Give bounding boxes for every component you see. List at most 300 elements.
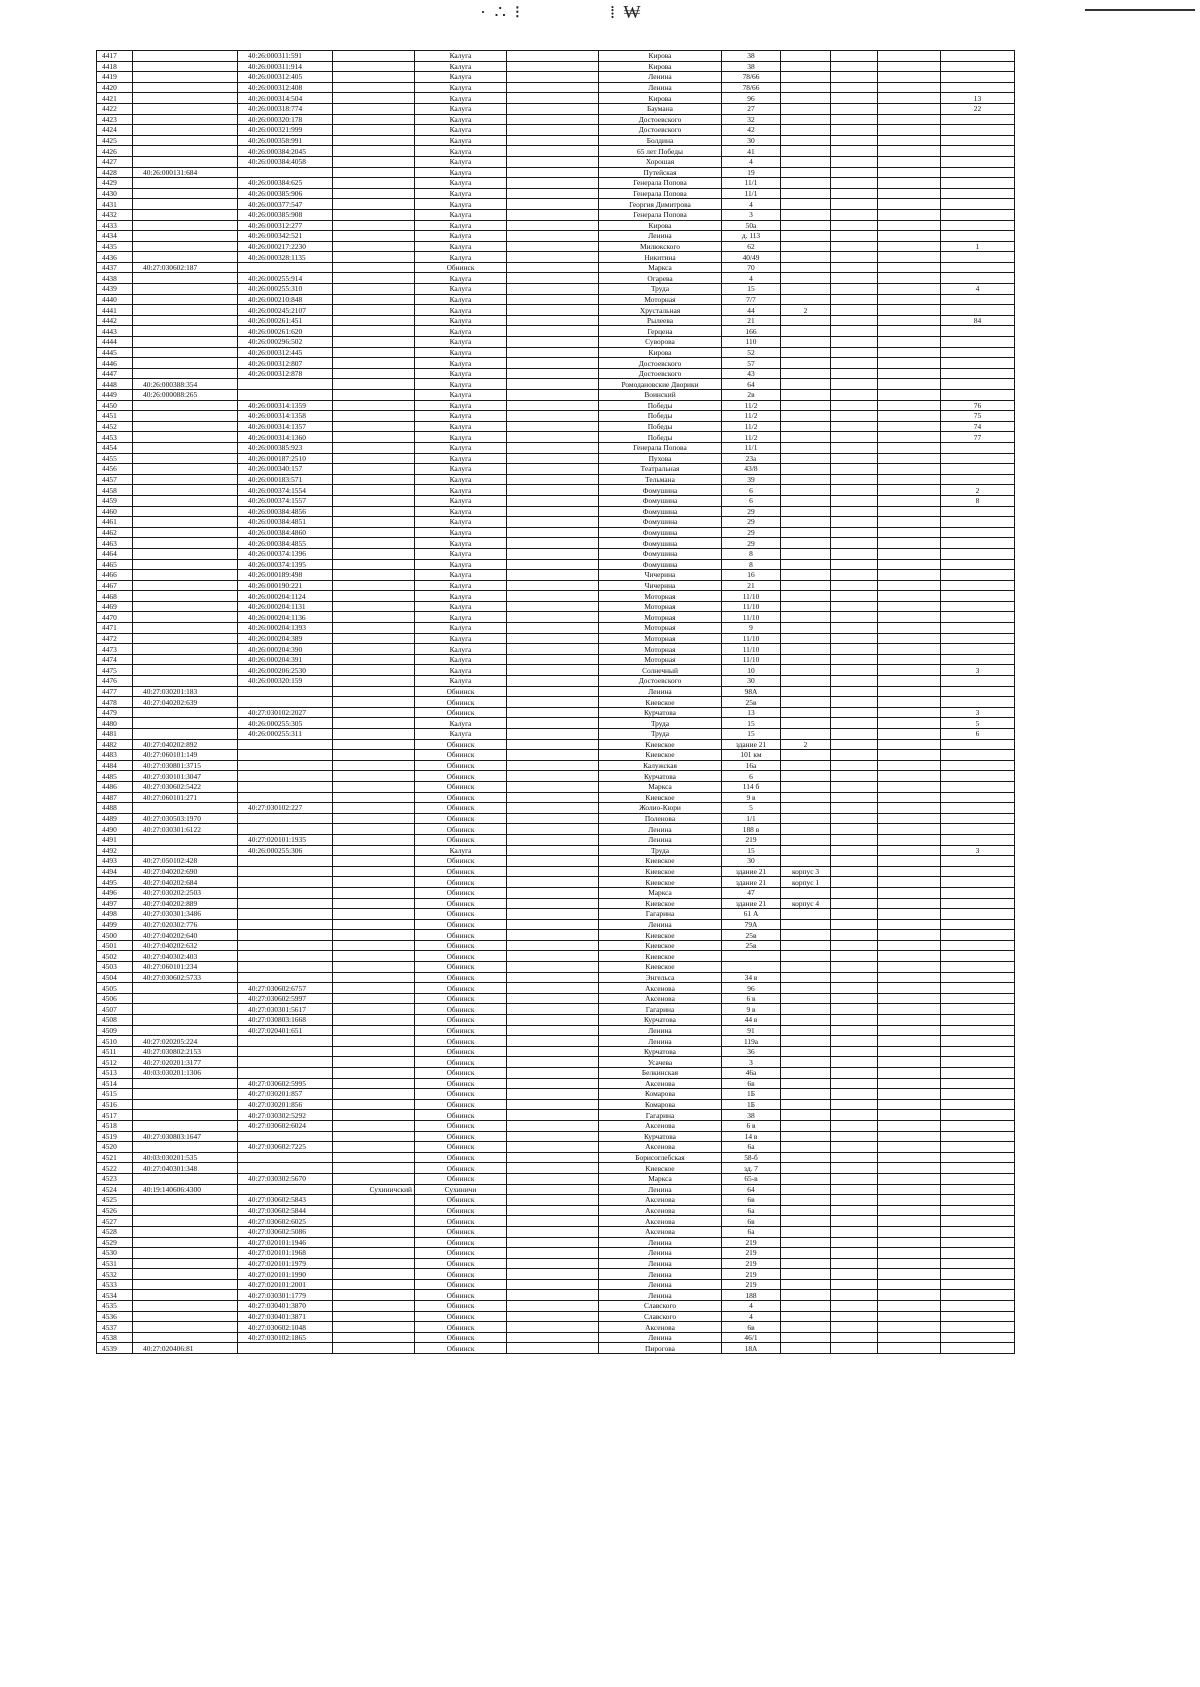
cell-structure	[878, 1301, 941, 1312]
cell-cadastral-number-premises: 40:26:000255:914	[238, 273, 333, 284]
cell-street: Киевское	[599, 792, 722, 803]
cell-city: Калуга	[415, 273, 507, 284]
cell-city: Калуга	[415, 284, 507, 295]
cell-city: Обнинск	[415, 1258, 507, 1269]
cell-letter	[831, 760, 878, 771]
cell-cadastral-number-building	[133, 273, 238, 284]
cell-district	[333, 1057, 415, 1068]
table-row	[97, 729, 1015, 740]
cell-district	[333, 760, 415, 771]
cell-settlement	[507, 1152, 599, 1163]
cell-district	[333, 750, 415, 761]
cell-settlement	[507, 453, 599, 464]
cell-settlement	[507, 1004, 599, 1015]
cell-city: Обнинск	[415, 707, 507, 718]
cell-apartment-number	[941, 1057, 1015, 1068]
cell-row-number: 4517	[97, 1110, 133, 1121]
cell-street: Курчатова	[599, 771, 722, 782]
cell-cadastral-number-premises: 40:26:000261:451	[238, 315, 333, 326]
cell-building-block	[781, 1269, 831, 1280]
cell-settlement	[507, 262, 599, 273]
table-row	[97, 1258, 1015, 1269]
cell-street: Георгия Димитрова	[599, 199, 722, 210]
cell-city: Обнинск	[415, 1068, 507, 1079]
cell-district	[333, 485, 415, 496]
cell-cadastral-number-building: 40:27:030602:5733	[133, 972, 238, 983]
cell-cadastral-number-premises: 40:26:000183:571	[238, 474, 333, 485]
cell-city: Калуга	[415, 188, 507, 199]
cell-street: Генерала Попова	[599, 178, 722, 189]
cell-row-number: 4442	[97, 315, 133, 326]
cell-row-number: 4424	[97, 125, 133, 136]
cell-building-block	[781, 125, 831, 136]
cell-structure	[878, 506, 941, 517]
cell-apartment-number	[941, 125, 1015, 136]
cell-cadastral-number-building	[133, 983, 238, 994]
cell-district	[333, 146, 415, 157]
cell-cadastral-number-premises	[238, 972, 333, 983]
cell-settlement	[507, 771, 599, 782]
cell-settlement	[507, 1025, 599, 1036]
cell-letter	[831, 750, 878, 761]
cell-structure	[878, 167, 941, 178]
cell-street: Аксенова	[599, 1216, 722, 1227]
cell-street: Победы	[599, 411, 722, 422]
cell-structure	[878, 633, 941, 644]
cell-building-block	[781, 178, 831, 189]
cell-row-number: 4504	[97, 972, 133, 983]
cell-structure	[878, 1025, 941, 1036]
cell-building-block	[781, 1322, 831, 1333]
cell-building-block	[781, 432, 831, 443]
cell-street: Киевское	[599, 877, 722, 888]
cell-structure	[878, 1332, 941, 1343]
cell-street: Ленина	[599, 1258, 722, 1269]
cell-cadastral-number-premises	[238, 877, 333, 888]
cell-apartment-number	[941, 1332, 1015, 1343]
cell-structure	[878, 845, 941, 856]
cell-structure	[878, 1195, 941, 1206]
cell-apartment-number	[941, 1004, 1015, 1015]
cell-settlement	[507, 718, 599, 729]
cell-city: Калуга	[415, 82, 507, 93]
cell-house-number: 29	[722, 506, 781, 517]
cell-structure	[878, 718, 941, 729]
cell-letter	[831, 442, 878, 453]
cell-settlement	[507, 729, 599, 740]
cell-structure	[878, 1120, 941, 1131]
cell-row-number: 4460	[97, 506, 133, 517]
cell-street: Моторная	[599, 591, 722, 602]
cell-district	[333, 1163, 415, 1174]
cell-settlement	[507, 51, 599, 62]
cell-cadastral-number-building: 40:27:020205:224	[133, 1036, 238, 1047]
cell-district	[333, 1332, 415, 1343]
cell-settlement	[507, 1311, 599, 1322]
cell-district	[333, 962, 415, 973]
cell-settlement	[507, 231, 599, 242]
table-row	[97, 135, 1015, 146]
cell-apartment-number	[941, 1195, 1015, 1206]
cell-cadastral-number-building: 40:27:040202:690	[133, 866, 238, 877]
cell-cadastral-number-building: 40:27:060101:234	[133, 962, 238, 973]
cell-house-number: 91	[722, 1025, 781, 1036]
table-row	[97, 591, 1015, 602]
cell-cadastral-number-building	[133, 72, 238, 83]
cell-apartment-number	[941, 146, 1015, 157]
cell-settlement	[507, 676, 599, 687]
cell-apartment-number	[941, 856, 1015, 867]
table-row	[97, 824, 1015, 835]
table-row	[97, 485, 1015, 496]
cell-structure	[878, 729, 941, 740]
cell-building-block	[781, 1184, 831, 1195]
cell-street: Фомушина	[599, 485, 722, 496]
cell-row-number: 4534	[97, 1290, 133, 1301]
table-row	[97, 538, 1015, 549]
cell-building-block	[781, 580, 831, 591]
cell-structure	[878, 326, 941, 337]
cell-letter	[831, 209, 878, 220]
table-row	[97, 72, 1015, 83]
cell-cadastral-number-premises	[238, 909, 333, 920]
cell-city: Калуга	[415, 252, 507, 263]
cell-house-number: 30	[722, 135, 781, 146]
cell-letter	[831, 1057, 878, 1068]
cell-city: Обнинск	[415, 1089, 507, 1100]
cell-building-block	[781, 453, 831, 464]
table-row	[97, 919, 1015, 930]
cell-settlement	[507, 337, 599, 348]
table-row	[97, 739, 1015, 750]
cell-structure	[878, 146, 941, 157]
cell-city: Обнинск	[415, 898, 507, 909]
cell-house-number: 21	[722, 580, 781, 591]
cell-letter	[831, 654, 878, 665]
table-row	[97, 665, 1015, 676]
cell-row-number: 4506	[97, 993, 133, 1004]
cell-structure	[878, 82, 941, 93]
cell-apartment-number	[941, 167, 1015, 178]
cell-letter	[831, 1036, 878, 1047]
cell-district	[333, 337, 415, 348]
cell-settlement	[507, 601, 599, 612]
cell-house-number: 6а	[722, 1226, 781, 1237]
cell-cadastral-number-building: 40:27:020201:3177	[133, 1057, 238, 1068]
table-row	[97, 559, 1015, 570]
cell-house-number: 15	[722, 729, 781, 740]
cell-district	[333, 209, 415, 220]
table-row	[97, 1046, 1015, 1057]
cell-cadastral-number-premises	[238, 940, 333, 951]
cell-letter	[831, 1152, 878, 1163]
cell-letter	[831, 527, 878, 538]
cell-house-number: 96	[722, 93, 781, 104]
cell-letter	[831, 570, 878, 581]
cell-city: Калуга	[415, 358, 507, 369]
cell-district	[333, 771, 415, 782]
cell-row-number: 4469	[97, 601, 133, 612]
cell-cadastral-number-premises: 40:26:000374:1395	[238, 559, 333, 570]
cell-house-number: 4	[722, 1301, 781, 1312]
cell-apartment-number: 6	[941, 729, 1015, 740]
cell-house-number: 6в	[722, 1216, 781, 1227]
table-row	[97, 156, 1015, 167]
table-row	[97, 962, 1015, 973]
cell-row-number: 4483	[97, 750, 133, 761]
cell-district	[333, 1120, 415, 1131]
cell-house-number: 219	[722, 1258, 781, 1269]
cell-settlement	[507, 1216, 599, 1227]
cell-building-block	[781, 601, 831, 612]
cell-city: Калуга	[415, 209, 507, 220]
table-row	[97, 1163, 1015, 1174]
cell-district	[333, 294, 415, 305]
cell-house-number: 79А	[722, 919, 781, 930]
cell-city: Обнинск	[415, 739, 507, 750]
table-row	[97, 676, 1015, 687]
cell-row-number: 4473	[97, 644, 133, 655]
cell-letter	[831, 803, 878, 814]
scan-mark-right: ⁞ ₩	[610, 2, 643, 22]
cell-district	[333, 951, 415, 962]
cell-row-number: 4437	[97, 262, 133, 273]
cell-building-block: корпус 4	[781, 898, 831, 909]
cell-settlement	[507, 495, 599, 506]
cell-street: Ленина	[599, 1269, 722, 1280]
cell-settlement	[507, 665, 599, 676]
cell-apartment-number	[941, 1322, 1015, 1333]
cell-apartment-number	[941, 1163, 1015, 1174]
cell-street: Киевское	[599, 962, 722, 973]
cell-settlement	[507, 326, 599, 337]
cell-cadastral-number-premises: 40:26:000384:4856	[238, 506, 333, 517]
cell-row-number: 4489	[97, 813, 133, 824]
cell-building-block	[781, 347, 831, 358]
cell-city: Калуга	[415, 548, 507, 559]
cell-house-number: 41	[722, 146, 781, 157]
cell-building-block	[781, 506, 831, 517]
cell-letter	[831, 612, 878, 623]
cell-house-number: 219	[722, 1279, 781, 1290]
cell-city: Калуга	[415, 421, 507, 432]
cell-letter	[831, 1004, 878, 1015]
cell-building-block	[781, 220, 831, 231]
cell-settlement	[507, 390, 599, 401]
cell-structure	[878, 1269, 941, 1280]
register-table-body	[97, 51, 1015, 1354]
cell-district	[333, 315, 415, 326]
cell-settlement	[507, 919, 599, 930]
cell-row-number: 4538	[97, 1332, 133, 1343]
cell-letter	[831, 241, 878, 252]
cell-cadastral-number-building	[133, 1311, 238, 1322]
cell-district	[333, 1110, 415, 1121]
cell-settlement	[507, 739, 599, 750]
cell-settlement	[507, 1226, 599, 1237]
cell-apartment-number	[941, 1173, 1015, 1184]
table-row	[97, 898, 1015, 909]
cell-apartment-number	[941, 750, 1015, 761]
cell-building-block	[781, 262, 831, 273]
cell-cadastral-number-building: 40:27:030602:5422	[133, 781, 238, 792]
cell-structure	[878, 273, 941, 284]
cell-apartment-number	[941, 262, 1015, 273]
cell-apartment-number	[941, 559, 1015, 570]
cell-apartment-number	[941, 1258, 1015, 1269]
cell-cadastral-number-building	[133, 188, 238, 199]
cell-structure	[878, 390, 941, 401]
cell-apartment-number: 5	[941, 718, 1015, 729]
cell-letter	[831, 178, 878, 189]
cell-settlement	[507, 972, 599, 983]
cell-cadastral-number-premises: 40:26:000385:908	[238, 209, 333, 220]
cell-structure	[878, 1057, 941, 1068]
table-row	[97, 1237, 1015, 1248]
cell-house-number: 219	[722, 1248, 781, 1259]
cell-building-block	[781, 1015, 831, 1026]
cell-city: Обнинск	[415, 262, 507, 273]
cell-letter	[831, 199, 878, 210]
cell-district	[333, 495, 415, 506]
cell-cadastral-number-premises	[238, 962, 333, 973]
cell-letter	[831, 1226, 878, 1237]
cell-district	[333, 188, 415, 199]
cell-apartment-number	[941, 760, 1015, 771]
cell-settlement	[507, 442, 599, 453]
cell-street: 65 лет Победы	[599, 146, 722, 157]
cell-city: Калуга	[415, 633, 507, 644]
cell-house-number: 44 в	[722, 1015, 781, 1026]
cell-house-number: 98А	[722, 686, 781, 697]
cell-structure	[878, 707, 941, 718]
cell-building-block	[781, 1152, 831, 1163]
cell-district	[333, 527, 415, 538]
cell-house-number: 11/10	[722, 601, 781, 612]
cell-city: Обнинск	[415, 930, 507, 941]
table-row	[97, 209, 1015, 220]
cell-cadastral-number-building	[133, 231, 238, 242]
cell-district	[333, 1195, 415, 1206]
cell-cadastral-number-premises: 40:26:000314:1357	[238, 421, 333, 432]
table-row	[97, 771, 1015, 782]
cell-letter	[831, 834, 878, 845]
cell-cadastral-number-building	[133, 453, 238, 464]
table-row	[97, 167, 1015, 178]
table-row	[97, 930, 1015, 941]
cell-cadastral-number-premises: 40:26:000314:504	[238, 93, 333, 104]
cell-house-number: 43	[722, 368, 781, 379]
cell-cadastral-number-premises: 40:27:030602:5995	[238, 1078, 333, 1089]
cell-street: Ленина	[599, 1290, 722, 1301]
cell-street: Моторная	[599, 623, 722, 634]
cell-row-number: 4444	[97, 337, 133, 348]
cell-letter	[831, 1301, 878, 1312]
cell-cadastral-number-building: 40:27:050102:428	[133, 856, 238, 867]
cell-building-block	[781, 1163, 831, 1174]
cell-row-number: 4428	[97, 167, 133, 178]
cell-row-number: 4436	[97, 252, 133, 263]
cell-building-block	[781, 1205, 831, 1216]
cell-cadastral-number-building	[133, 1237, 238, 1248]
cell-building-block	[781, 273, 831, 284]
cell-city: Обнинск	[415, 1279, 507, 1290]
cell-house-number: 25в	[722, 940, 781, 951]
cell-building-block	[781, 940, 831, 951]
cell-structure	[878, 199, 941, 210]
cell-cadastral-number-building	[133, 199, 238, 210]
cell-settlement	[507, 1142, 599, 1153]
cell-building-block	[781, 1226, 831, 1237]
cell-row-number: 4434	[97, 231, 133, 242]
cell-structure	[878, 442, 941, 453]
cell-cadastral-number-building	[133, 220, 238, 231]
cell-building-block	[781, 559, 831, 570]
cell-street: Фомушина	[599, 538, 722, 549]
cell-house-number: 44	[722, 305, 781, 316]
table-row	[97, 1269, 1015, 1280]
cell-cadastral-number-building: 40:27:040202:639	[133, 697, 238, 708]
cell-building-block	[781, 548, 831, 559]
cell-structure	[878, 930, 941, 941]
cell-apartment-number	[941, 209, 1015, 220]
cell-building-block	[781, 686, 831, 697]
cell-street: Киевское	[599, 898, 722, 909]
cell-district	[333, 580, 415, 591]
cell-city: Калуга	[415, 390, 507, 401]
cell-letter	[831, 1046, 878, 1057]
cell-city: Калуга	[415, 729, 507, 740]
cell-row-number: 4535	[97, 1301, 133, 1312]
cell-district	[333, 231, 415, 242]
cell-street: Ленина	[599, 1036, 722, 1047]
cell-building-block	[781, 1120, 831, 1131]
cell-structure	[878, 750, 941, 761]
cell-cadastral-number-premises: 40:27:030201:857	[238, 1089, 333, 1100]
cell-city: Обнинск	[415, 1269, 507, 1280]
cell-district	[333, 1152, 415, 1163]
cell-cadastral-number-building: 40:03:030201:535	[133, 1152, 238, 1163]
cell-cadastral-number-building	[133, 591, 238, 602]
cell-street: Фомушина	[599, 548, 722, 559]
cell-settlement	[507, 1015, 599, 1026]
cell-street: Милюкского	[599, 241, 722, 252]
table-row	[97, 1099, 1015, 1110]
cell-cadastral-number-building: 40:27:030101:3047	[133, 771, 238, 782]
cell-letter	[831, 358, 878, 369]
cell-letter	[831, 1311, 878, 1322]
cell-house-number: 40/49	[722, 252, 781, 263]
cell-building-block	[781, 167, 831, 178]
cell-house-number: здание 21	[722, 866, 781, 877]
cell-city: Калуга	[415, 400, 507, 411]
cell-settlement	[507, 1279, 599, 1290]
table-row	[97, 474, 1015, 485]
cell-building-block	[781, 665, 831, 676]
cell-cadastral-number-building	[133, 1195, 238, 1206]
cell-cadastral-number-premises: 40:26:000255:306	[238, 845, 333, 856]
cell-house-number: 11/1	[722, 188, 781, 199]
cell-building-block: корпус 3	[781, 866, 831, 877]
table-row	[97, 570, 1015, 581]
cell-house-number: 11/1	[722, 442, 781, 453]
cell-row-number: 4508	[97, 1015, 133, 1026]
cell-district	[333, 199, 415, 210]
cell-settlement	[507, 570, 599, 581]
cell-letter	[831, 1269, 878, 1280]
cell-house-number: 19	[722, 167, 781, 178]
cell-city: Обнинск	[415, 940, 507, 951]
